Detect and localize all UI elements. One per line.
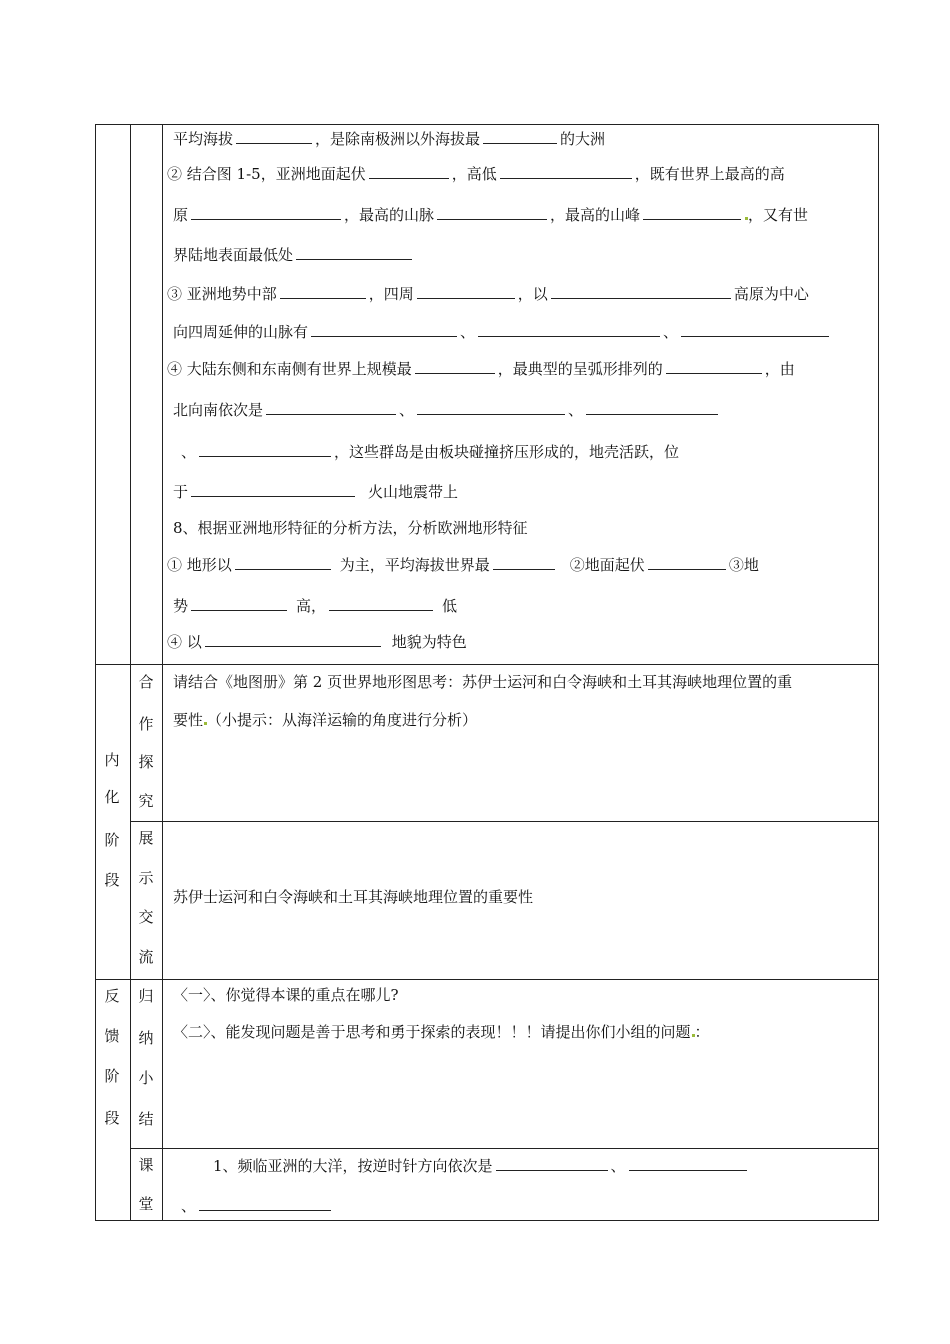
blank-field[interactable] [199,1196,331,1211]
text-line: 势 高， 低 [173,597,458,615]
step-label-summary-3: 小 [138,1069,154,1087]
row-divider [130,821,879,822]
blank-field[interactable] [311,322,457,337]
stage-label-internal-1: 内 [104,751,120,769]
worksheet-table [95,124,879,1221]
blank-field[interactable] [500,164,632,179]
step-label-show-4: 流 [138,948,154,966]
blank-field[interactable] [415,359,495,374]
question-heading: 8、根据亚洲地形特征的分析方法，分析欧洲地形特征 [173,519,528,537]
blank-field[interactable] [586,400,718,415]
step-label-coop-4: 究 [138,792,154,810]
step-label-coop-3: 探 [138,753,154,771]
text-line: 平均海拔 ，是除南极洲以外海拔最 的大洲 [173,130,606,148]
blank-field[interactable] [235,555,331,570]
step-label-class-1: 课 [138,1156,154,1174]
step-label-summary-4: 结 [138,1110,154,1128]
blank-field[interactable] [681,322,829,337]
stage-label-internal-4: 段 [104,871,120,889]
text-line: ③ 亚洲地势中部 ，四周 ，以 高原为中心 [167,285,809,303]
stage-label-feedback-2: 馈 [104,1027,120,1045]
blank-field[interactable] [643,205,741,220]
blank-field[interactable] [191,205,341,220]
row-divider [130,1148,879,1149]
blank-field[interactable] [417,400,565,415]
blank-field[interactable] [236,129,312,144]
blank-field[interactable] [369,164,449,179]
coop-question-line1: 请结合《地图册》第 2 页世界地形图思考：苏伊士运河和白令海峡和土耳其海峡地理位置的重 [173,673,793,691]
stage-label-feedback-4: 段 [104,1109,120,1127]
blank-field[interactable] [478,322,660,337]
table-border-right [878,124,879,1221]
blank-field[interactable] [417,284,515,299]
step-label-summary-1: 归 [138,987,154,1005]
stage-label-internal-2: 化 [104,788,120,806]
text-line: 界陆地表面最低处 [173,245,415,265]
step-label-show-3: 交 [138,908,154,926]
text-line: 、 ，这些群岛是由板块碰撞挤压形成的，地壳活跃，位 [181,443,680,461]
step-label-show-1: 展 [138,829,154,847]
blank-field[interactable] [296,245,412,260]
blank-field[interactable] [648,555,726,570]
stage-label-internal-3: 阶 [104,831,120,849]
text-line: ④ 大陆东侧和东南侧有世界上规模最 ，最典型的呈弧形排列的 ，由 [167,360,795,378]
blank-field[interactable] [629,1156,747,1171]
blank-field[interactable] [666,359,762,374]
text-line: 原 ，最高的山脉 ，最高的山峰 ，又有世 [173,206,809,224]
blank-field[interactable] [205,632,381,647]
blank-field[interactable] [266,400,396,415]
column-divider-step [162,124,163,1221]
blank-field[interactable] [191,482,355,497]
step-label-show-2: 示 [138,869,154,887]
class-exercise-line2: 、 [181,1196,334,1216]
stage-label-feedback-1: 反 [104,987,120,1005]
row-divider [95,664,879,665]
coop-question-line2: 要性 （小提示：从海洋运输的角度进行分析） [173,711,478,729]
blank-field[interactable] [191,596,287,611]
blank-field[interactable] [483,129,557,144]
stage-label-feedback-3: 阶 [104,1067,120,1085]
text-line: ④ 以 地貌为特色 [167,633,467,651]
table-border-left [95,124,96,1221]
blank-field[interactable] [551,284,731,299]
blank-field[interactable] [493,555,555,570]
step-label-coop-2: 作 [138,715,154,733]
summary-question-2: 〈二〉、能发现问题是善于思考和勇于探索的表现！！！请提出你们小组的问题 ： [173,1023,710,1041]
summary-question-1: 〈一〉、你觉得本课的重点在哪儿? [173,986,399,1004]
blank-field[interactable] [496,1156,608,1171]
step-label-summary-2: 纳 [138,1029,154,1047]
text-line: ① 地形以 为主，平均海拔世界最 ②地面起伏 ③地 [167,556,759,574]
table-border-top [95,124,879,125]
blank-field[interactable] [199,442,331,457]
step-label-coop-1: 合 [138,673,154,691]
blank-field[interactable] [329,596,433,611]
text-line: 向四周延伸的山脉有 、 、 [173,322,832,342]
row-divider [95,979,879,980]
text-line: ② 结合图 1-5，亚洲地面起伏 ，高低 ，既有世界上最高的高 [167,165,785,183]
step-label-class-2: 堂 [138,1195,154,1213]
blank-field[interactable] [280,284,366,299]
class-exercise-line1: 1、频临亚洲的大洋，按逆时针方向依次是 、 [213,1156,750,1176]
show-topic: 苏伊士运河和白令海峡和土耳其海峡地理位置的重要性 [173,888,534,906]
blank-field[interactable] [437,205,547,220]
text-line: 北向南依次是 、 、 [173,400,721,420]
table-border-bottom [95,1220,879,1221]
text-line: 于 火山地震带上 [173,483,459,501]
